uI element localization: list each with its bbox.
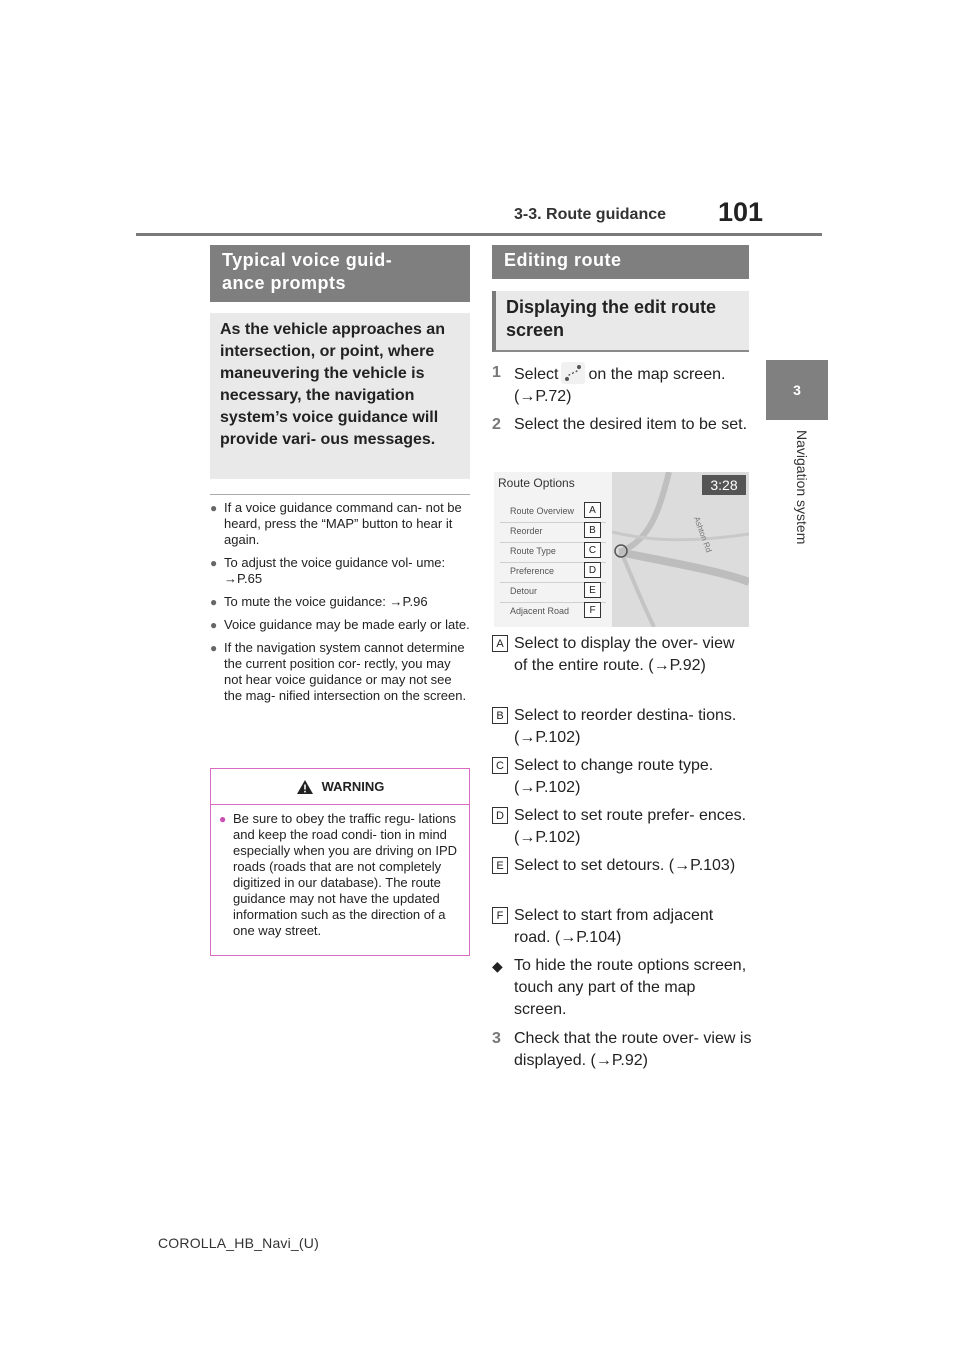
item-d — [492, 805, 752, 849]
callout-c: C — [584, 542, 601, 558]
note-item — [492, 955, 752, 1021]
bullet-icon: ● — [210, 501, 218, 515]
item-letter: D — [492, 807, 508, 824]
menu-item-preference[interactable]: Preference — [510, 566, 555, 576]
bullet-text: To mute the voice guidance: →P.96 — [224, 594, 428, 609]
editing-route-heading: Editing route — [492, 245, 749, 279]
item-letter: A — [492, 635, 508, 652]
bullet-text: To adjust the voice guidance vol- ume: →P.65 — [224, 555, 446, 586]
chapter-label: Navigation system — [794, 430, 810, 545]
menu-item-route-overview[interactable]: Route Overview — [510, 506, 575, 516]
warning-body — [211, 805, 469, 945]
callout-f: F — [584, 602, 601, 618]
callout-d: D — [584, 562, 601, 578]
bullet-text: Voice guidance may be made early or late. — [224, 617, 470, 632]
menu-item-reorder[interactable]: Reorder — [510, 526, 543, 536]
step-text: Select the desired item to be set. — [514, 416, 748, 433]
list-item — [210, 594, 470, 610]
voice-prompts-heading: Typical voice guid- ance prompts — [210, 245, 470, 302]
callout-e: E — [584, 582, 601, 598]
list-item — [210, 500, 470, 548]
item-a — [492, 633, 752, 677]
edit-route-subheading: Displaying the edit route screen — [492, 291, 749, 352]
item-text: Select to change route type. (→P.102) — [514, 757, 714, 796]
route-options-screen — [494, 472, 749, 627]
item-text: Select to reorder destina- tions. (→P.102) — [514, 707, 737, 746]
chapter-number: 3 — [793, 382, 801, 398]
step-text: Check that the route over- view is displayed. (→P.92) — [514, 1030, 752, 1069]
warning-header — [211, 769, 469, 805]
screen-title: Route Options — [498, 476, 575, 490]
bullet-icon: ● — [210, 618, 218, 632]
menu-item-adjacent-road[interactable]: Adjacent Road — [510, 606, 570, 616]
bullet-icon: ● — [219, 812, 227, 826]
callout-b: B — [584, 522, 601, 538]
chapter-tab — [766, 360, 828, 420]
diamond-icon: ◆ — [492, 958, 503, 974]
intro-divider — [210, 494, 470, 495]
item-text: Select to set detours. (→P.103) — [514, 857, 736, 874]
section-title: 3-3. Route guidance — [514, 206, 667, 223]
bullet-text: If the navigation system cannot determine the current position cor- rectly, you may not hear voice guidance or may not see the mag- nified intersection on the screen. — [224, 640, 467, 703]
step-2 — [492, 414, 752, 436]
bullet-icon: ● — [210, 556, 218, 570]
item-letter: F — [492, 907, 508, 924]
menu-item-route-type[interactable]: Route Type — [510, 546, 556, 556]
item-letter: E — [492, 857, 508, 874]
list-item — [210, 640, 470, 704]
menu-item-detour[interactable]: Detour — [510, 586, 538, 596]
bullet-icon: ● — [210, 595, 218, 609]
item-text: Select to set route prefer- ences. (→P.102) — [514, 807, 747, 846]
step-text — [514, 362, 752, 408]
warning-text: Be sure to obey the traffic regu- lations and keep the road condi- tion in mind especially when you are driving on IPD roads (roads that are not completely digitized in our database). The route guidance may not have the updated information such as the direction of a one way street. — [233, 811, 458, 938]
tips-list — [210, 500, 470, 711]
item-text: Select to display the over- view of the entire route. (→P.92) — [514, 635, 735, 674]
header-divider — [136, 233, 822, 236]
item-f — [492, 905, 752, 949]
item-letter: C — [492, 757, 508, 774]
bullet-text: If a voice guidance command can- not be heard, press the “MAP” button to hear it again. — [224, 500, 462, 547]
route-options-icon — [561, 362, 585, 384]
step-1 — [492, 362, 752, 408]
warning-box — [210, 768, 470, 956]
item-e — [492, 855, 752, 877]
clock: 3:28 — [702, 475, 746, 495]
note-text: To hide the route options screen, touch any part of the map screen. — [514, 957, 747, 1018]
bullet-icon: ● — [210, 641, 218, 655]
item-b — [492, 705, 752, 749]
step-text-after: on the map screen. (→P.72) — [514, 366, 726, 405]
page-number: 101 — [718, 197, 764, 227]
step-number: 2 — [492, 416, 501, 433]
list-item — [210, 555, 470, 587]
list-item — [210, 617, 470, 633]
intro-box: As the vehicle approaches an intersection, or point, where maneuvering the vehicle is necessary, the navigation system’s voice guidance will provide vari- ous messages. — [210, 313, 470, 479]
step-number: 3 — [492, 1030, 501, 1047]
step-3 — [492, 1028, 752, 1072]
warning-title: WARNING — [321, 779, 385, 794]
step-text-before: Select — [514, 366, 559, 383]
step-number: 1 — [492, 364, 501, 381]
warning-icon — [296, 779, 314, 795]
document-footer: COROLLA_HB_Navi_(U) — [158, 1235, 319, 1251]
item-text: Select to start from adjacent road. (→P.104) — [514, 907, 714, 946]
road-label: Ashton Rd — [692, 515, 714, 554]
item-c — [492, 755, 752, 799]
item-letter: B — [492, 707, 508, 724]
callout-a: A — [584, 502, 601, 518]
